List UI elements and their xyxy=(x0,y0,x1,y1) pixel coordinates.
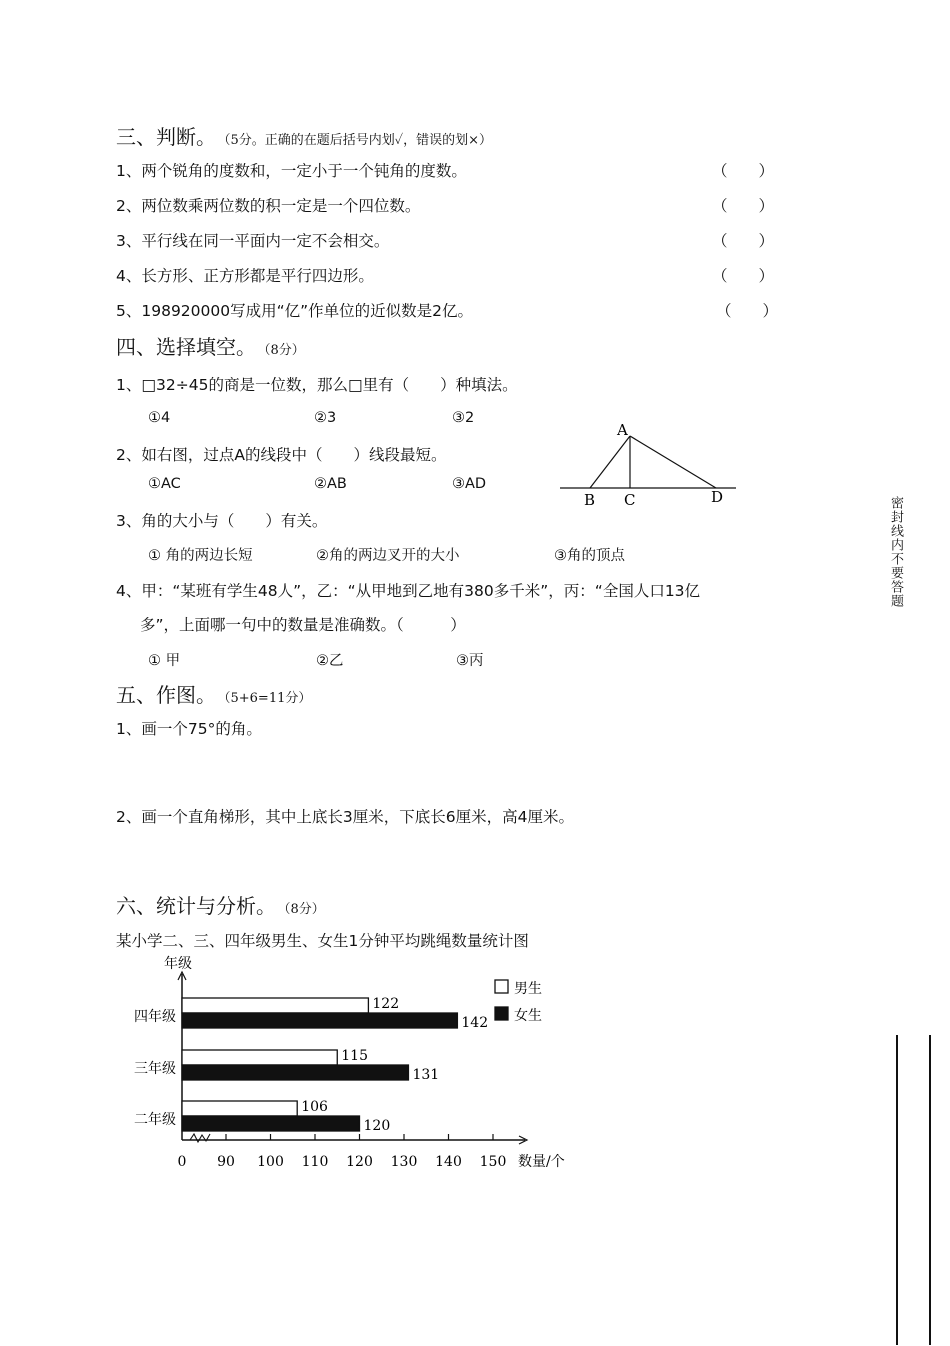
section6-note: （8分） xyxy=(284,902,325,917)
choice-q1-option-3[interactable]: ③2 xyxy=(452,410,475,426)
x-tick-label: 150 xyxy=(479,1154,507,1170)
judge-item-2: 2、两位数乘两位数的积一定是一个四位数。 xyxy=(116,197,421,215)
bar-value-label: 106 xyxy=(301,1099,328,1115)
judge-item-1: 1、两个锐角的度数和，一定小于一个钝角的度数。 xyxy=(116,162,467,180)
draw-q2: 2、画一个直角梯形，其中上底长3厘米，下底长6厘米，高4厘米。 xyxy=(116,808,574,826)
choice-q4-line2: 多”，上面哪一句中的数量是准确数。（ ） xyxy=(140,616,466,634)
chart-x-label: 数量/个 xyxy=(518,1154,565,1170)
bar-value-label: 142 xyxy=(461,1015,489,1031)
x-tick-label: 90 xyxy=(217,1154,235,1170)
category-label: 二年级 xyxy=(134,1112,176,1128)
section4-heading xyxy=(116,331,305,360)
section4-note: （8分） xyxy=(264,343,305,358)
x-tick-label: 120 xyxy=(346,1154,373,1170)
section5-heading xyxy=(116,679,311,708)
x-tick-label: 110 xyxy=(301,1154,329,1170)
draw-q1: 1、画一个75°的角。 xyxy=(116,720,262,738)
choice-q2-option-1[interactable]: ①AC xyxy=(148,476,181,492)
judge-item-3: 3、平行线在同一平面内一定不会相交。 xyxy=(116,232,390,250)
bar-value-label: 120 xyxy=(363,1118,391,1134)
chart-title: 某小学二、三、四年级男生、女生1分钟平均跳绳数量统计图 xyxy=(116,932,529,950)
x-tick-label: 140 xyxy=(435,1154,462,1170)
section5-title: 五、作图。 xyxy=(116,683,216,707)
choice-q1-option-1[interactable]: ①4 xyxy=(148,410,171,426)
bar-value-label: 115 xyxy=(341,1048,368,1064)
choice-q1-option-2[interactable]: ②3 xyxy=(314,410,337,426)
bar-value-label: 122 xyxy=(372,996,400,1012)
section6-title: 六、统计与分析。 xyxy=(116,894,276,918)
seal-line-2 xyxy=(929,1035,931,1345)
point-label-c: C xyxy=(624,491,636,509)
choice-q2-option-3[interactable]: ③AD xyxy=(452,476,487,492)
choice-q4-option-1[interactable]: ① 甲 xyxy=(148,653,181,669)
legend-swatch-boys xyxy=(495,980,508,993)
triangle-figure xyxy=(556,418,741,510)
bar-boys xyxy=(182,1101,297,1116)
category-label-group xyxy=(134,1008,176,1128)
judge-answer-1[interactable]: （ ） xyxy=(712,162,775,180)
choice-q4-option-3[interactable]: ③丙 xyxy=(456,653,484,669)
x-tick-label: 130 xyxy=(390,1154,418,1170)
bar-boys xyxy=(182,998,368,1013)
judge-item-5: 5、198920000写成用“亿”作单位的近似数是2亿。 xyxy=(116,302,474,320)
point-label-b: B xyxy=(584,491,596,509)
section3-title: 三、判断。 xyxy=(116,125,216,149)
choice-q4-option-2[interactable]: ②乙 xyxy=(316,653,344,669)
judge-answer-4[interactable]: （ ） xyxy=(712,267,775,285)
choice-q3-option-3[interactable]: ③角的顶点 xyxy=(554,548,625,564)
section4-title: 四、选择填空。 xyxy=(116,335,256,359)
choice-q1: 1、□32÷45的商是一位数，那么□里有（ ）种填法。 xyxy=(116,376,518,394)
x-tick-label: 100 xyxy=(257,1154,284,1170)
section3-note: （5分。正确的在题后括号内划✓，错误的划×） xyxy=(224,133,493,148)
bar-value-label: 131 xyxy=(412,1067,440,1083)
choice-q3: 3、角的大小与（ ）有关。 xyxy=(116,512,328,530)
judge-answer-5[interactable]: （ ） xyxy=(716,302,779,320)
judge-answer-2[interactable]: （ ） xyxy=(712,197,775,215)
section5-note: （5+6=11分） xyxy=(224,691,312,706)
category-label: 四年级 xyxy=(134,1009,176,1025)
category-label: 三年级 xyxy=(134,1061,176,1077)
section6-heading xyxy=(116,890,325,919)
legend-swatch-girls xyxy=(495,1007,508,1020)
segment-ad xyxy=(630,436,716,488)
legend-label-girls: 女生 xyxy=(514,1008,542,1024)
axis-break-mark xyxy=(190,1134,210,1142)
judge-answer-3[interactable]: （ ） xyxy=(712,232,775,250)
judge-item-4: 4、长方形、正方形都是平行四边形。 xyxy=(116,267,374,285)
bar-girls xyxy=(182,1013,457,1028)
bar-girls xyxy=(182,1116,360,1131)
x-tick-label: 0 xyxy=(177,1154,187,1170)
choice-q2-option-2[interactable]: ②AB xyxy=(314,476,347,492)
chart-y-label: 年级 xyxy=(164,956,192,972)
bar-girls xyxy=(182,1065,408,1080)
choice-q4-line1: 4、甲：“某班有学生48人”，乙：“从甲地到乙地有380多千米”，丙：“全国人口13亿 xyxy=(116,582,701,600)
point-label-a: A xyxy=(617,421,628,439)
point-label-d: D xyxy=(711,488,724,506)
section3-heading xyxy=(116,121,492,150)
choice-q3-option-1[interactable]: ① 角的两边长短 xyxy=(148,548,253,564)
legend-label-boys: 男生 xyxy=(514,981,542,997)
bar-boys xyxy=(182,1050,337,1065)
segment-ab xyxy=(590,436,630,488)
bar-group xyxy=(182,996,488,1134)
choice-q2: 2、如右图，过点A的线段中（ ）线段最短。 xyxy=(116,446,447,464)
jump-rope-bar-chart xyxy=(110,950,590,1180)
seal-line-notice: 密封线内不要答题 xyxy=(888,496,903,608)
choice-q3-option-2[interactable]: ②角的两边叉开的大小 xyxy=(316,548,460,564)
seal-line-1 xyxy=(896,1035,898,1345)
